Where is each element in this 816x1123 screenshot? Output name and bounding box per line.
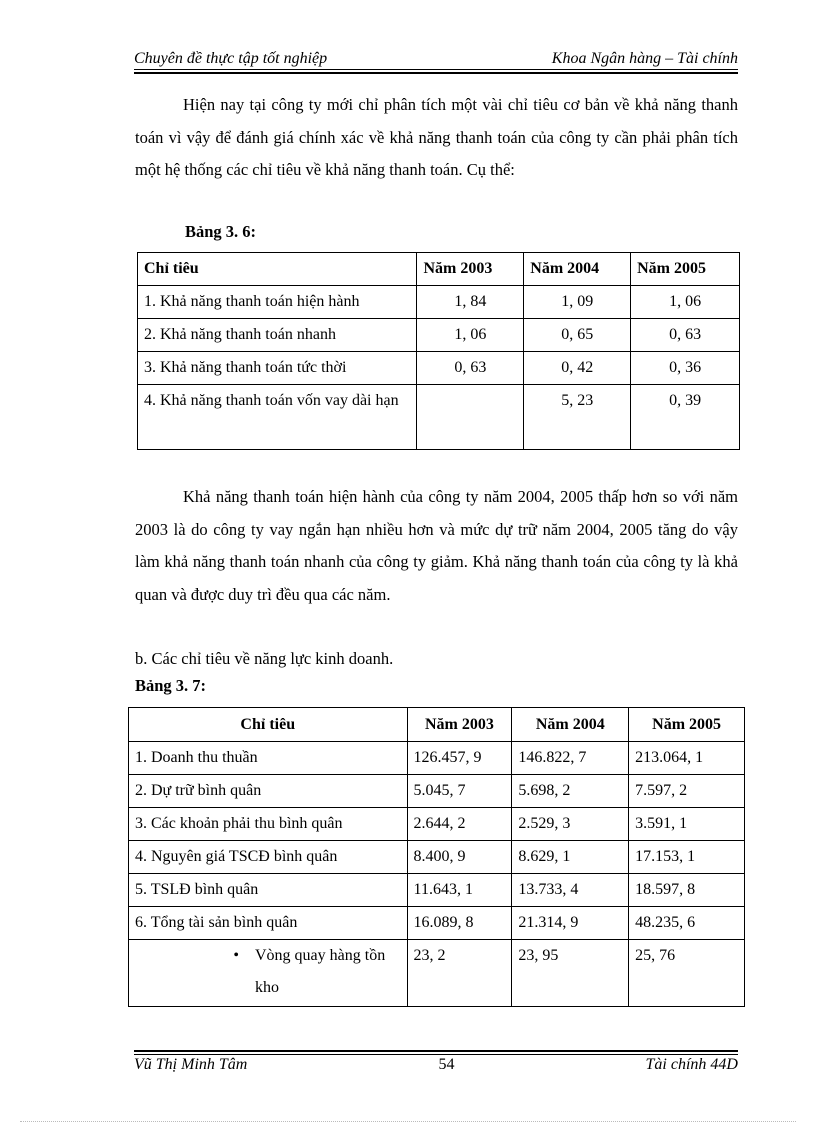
table-cell: 7.597, 2: [629, 775, 745, 808]
table-row: [138, 385, 740, 450]
table-cell: [417, 385, 524, 450]
table-cell: 5.698, 2: [512, 775, 629, 808]
table-row: [129, 742, 745, 775]
table-header-cell: Năm 2004: [512, 708, 629, 742]
table-cell: 0, 42: [524, 352, 631, 385]
page-number: 54: [438, 1056, 455, 1073]
table-cell: 1, 06: [417, 319, 524, 352]
table-header-cell: Năm 2003: [407, 708, 512, 742]
section-subheading: b. Các chỉ tiêu về năng lực kinh doanh.: [135, 649, 394, 668]
table-cell: 1. Khả năng thanh toán hiện hành: [138, 286, 417, 319]
table-cell: 4. Nguyên giá TSCĐ bình quân: [129, 841, 408, 874]
table-cell: 2.529, 3: [512, 808, 629, 841]
table-cell: 3.591, 1: [629, 808, 745, 841]
table-cell: 0, 63: [631, 319, 740, 352]
table-cell: 23, 2: [407, 940, 512, 1007]
business-capacity-table: [128, 707, 745, 1007]
header-rule-thick: [134, 72, 738, 74]
table-cell: 25, 76: [629, 940, 745, 1007]
liquidity-table: [137, 252, 740, 450]
table-cell: 48.235, 6: [629, 907, 745, 940]
page-header: [134, 50, 738, 69]
table-header-cell: Năm 2005: [629, 708, 745, 742]
table-cell: 2.644, 2: [407, 808, 512, 841]
table-cell: 146.822, 7: [512, 742, 629, 775]
table-cell: 5. TSLĐ bình quân: [129, 874, 408, 907]
footer-author: Vũ Thị Minh Tâm: [134, 1056, 248, 1073]
table-cell: 16.089, 8: [407, 907, 512, 940]
table-cell: 213.064, 1: [629, 742, 745, 775]
table-cell: 13.733, 4: [512, 874, 629, 907]
table-row: [129, 775, 745, 808]
table-cell: 2. Khả năng thanh toán nhanh: [138, 319, 417, 352]
footer-class: Tài chính 44D: [645, 1056, 738, 1073]
footer-rule-thick: [134, 1050, 738, 1052]
table-header-cell: Chỉ tiêu: [129, 708, 408, 742]
table-row: [138, 352, 740, 385]
bullet-icon: •: [233, 947, 239, 964]
table2-title: Bảng 3. 7:: [135, 676, 207, 695]
table-row: [129, 841, 745, 874]
header-right-text: Khoa Ngân hàng – Tài chính: [551, 50, 738, 67]
footer-rule: [134, 1054, 738, 1055]
table-cell: 5.045, 7: [407, 775, 512, 808]
table-cell: 0, 39: [631, 385, 740, 450]
table-row: [138, 286, 740, 319]
table1-title: Bảng 3. 6:: [185, 222, 257, 241]
analysis-paragraph: Khả năng thanh toán hiện hành của công ty năm 2004, 2005 thấp hơn so với năm 2003 là do công ty vay ngắn hạn nhiều hơn và mức dự trữ năm 2004, 2005 tăng do vậy làm khả năng thanh toán nhanh của công ty giảm. Khả năng thanh toán của công ty là khả quan và được duy trì đều qua các năm.: [135, 487, 738, 604]
table-cell: 1. Doanh thu thuần: [129, 742, 408, 775]
table-header-cell: Chỉ tiêu: [138, 253, 417, 286]
header-left-text: Chuyên đề thực tập tốt nghiệp: [134, 50, 328, 67]
table-row: [129, 808, 745, 841]
table-cell: 5, 23: [524, 385, 631, 450]
table-cell: 126.457, 9: [407, 742, 512, 775]
table-cell: 0, 65: [524, 319, 631, 352]
table-cell: 1, 09: [524, 286, 631, 319]
table-cell: 21.314, 9: [512, 907, 629, 940]
table-cell: 23, 95: [512, 940, 629, 1007]
table-cell: 0, 36: [631, 352, 740, 385]
table-row: [129, 907, 745, 940]
table-cell: 8.629, 1: [512, 841, 629, 874]
table-cell: 4. Khả năng thanh toán vốn vay dài hạn: [138, 385, 417, 450]
bullet-label: Vòng quay hàng tồn kho: [255, 947, 386, 996]
table-cell: 3. Khả năng thanh toán tức thời: [138, 352, 417, 385]
table-cell: 17.153, 1: [629, 841, 745, 874]
table-cell: 11.643, 1: [407, 874, 512, 907]
header-rule: [134, 69, 738, 70]
table-cell: 0, 63: [417, 352, 524, 385]
page-footer: [134, 1056, 738, 1074]
table-cell: [129, 940, 408, 1007]
table-cell: 6. Tổng tài sản bình quân: [129, 907, 408, 940]
table-row: [138, 319, 740, 352]
table-header-cell: Năm 2005: [631, 253, 740, 286]
page-edge-dotted-line: [20, 1121, 796, 1122]
table-cell: 1, 84: [417, 286, 524, 319]
table-header-row: [129, 708, 745, 742]
table-header-row: [138, 253, 740, 286]
table-row: [129, 874, 745, 907]
table-row: [129, 940, 745, 1007]
table-cell: 8.400, 9: [407, 841, 512, 874]
table-cell: 2. Dự trữ bình quân: [129, 775, 408, 808]
table-header-cell: Năm 2003: [417, 253, 524, 286]
table-cell: 18.597, 8: [629, 874, 745, 907]
table-cell: 3. Các khoản phải thu bình quân: [129, 808, 408, 841]
intro-paragraph: Hiện nay tại công ty mới chỉ phân tích một vài chỉ tiêu cơ bản về khả năng thanh toán vì vậy để đánh giá chính xác về khả năng thanh toán của công ty cần phải phân tích một hệ thống các chỉ tiêu về khả năng thanh toán. Cụ thể:: [135, 95, 738, 179]
table-cell: 1, 06: [631, 286, 740, 319]
table-header-cell: Năm 2004: [524, 253, 631, 286]
